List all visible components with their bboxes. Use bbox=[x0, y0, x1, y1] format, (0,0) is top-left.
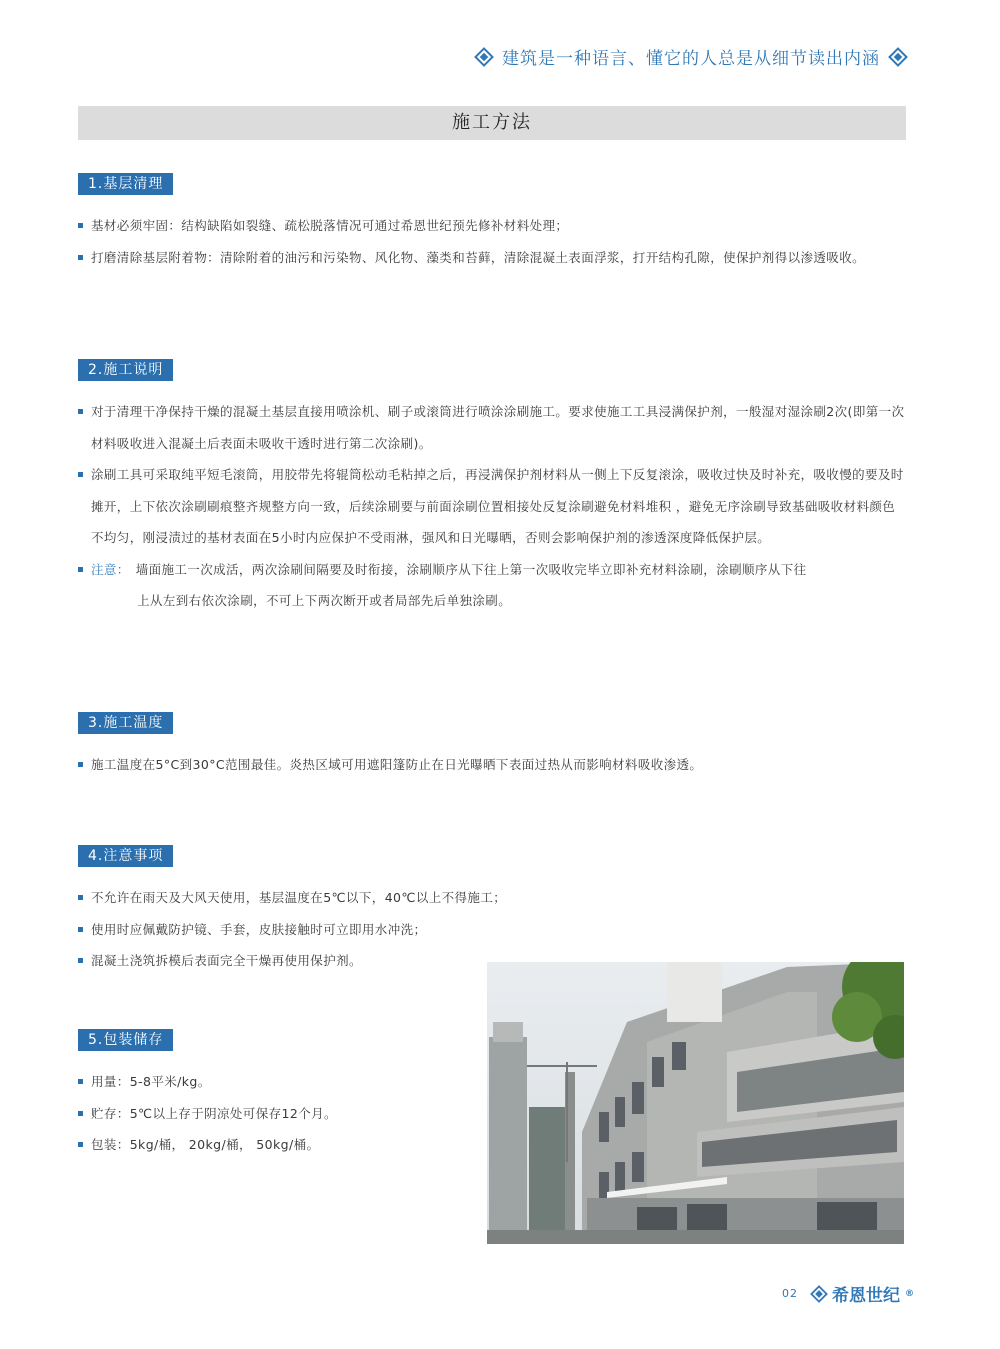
brand-mark-icon bbox=[810, 1285, 828, 1303]
section-base-cleaning bbox=[78, 173, 908, 273]
list-item: 涂刷工具可采取纯平短毛滚筒，用胶带先将辊筒松动毛粘掉之后，再浸满保护剂材料从一侧上下反复滚涂，吸收过快及时补充，吸收慢的要及时摊开，上下依次涂刷刷痕整齐规整方向一致，后续涂刷要与前面涂刷位置相接处反复涂刷避免材料堆积 ，避免无序涂刷导致基础吸收材料颜色不均匀，刚浸渍过的基材表面在5小时内应保护不受雨淋，强风和日光曝晒，否则会影响保护剂的渗透深度降低保护层。 bbox=[78, 459, 908, 554]
brand-logo bbox=[810, 1281, 914, 1306]
registered-mark: ® bbox=[905, 1288, 914, 1299]
building-photo bbox=[487, 962, 904, 1244]
bullet-list bbox=[78, 210, 908, 273]
list-item: 对于清理干净保持干燥的混凝土基层直接用喷涂机、刷子或滚筒进行喷涂涂刷施工。要求使施工工具浸满保护剂，一般湿对湿涂刷2次(即第一次材料吸收进入混凝土后表面未吸收干透时进行第二次涂刷)。 bbox=[78, 396, 908, 459]
brand-name: 希恩世纪 bbox=[832, 1286, 900, 1306]
list-item: 贮存：5℃以上存于阴凉处可保存12个月。 bbox=[78, 1098, 478, 1130]
bullet-list bbox=[78, 749, 908, 781]
section-temperature bbox=[78, 712, 908, 781]
list-item: 包装：5kg/桶， 20kg/桶， 50kg/桶。 bbox=[78, 1129, 478, 1161]
footer bbox=[782, 1281, 914, 1306]
section-heading: 3.施工温度 bbox=[78, 712, 173, 734]
list-item: 用量：5-8平米/kg。 bbox=[78, 1066, 478, 1098]
section-packaging bbox=[78, 1029, 478, 1161]
note-text-line1: 墙面施工一次成活，两次涂刷间隔要及时衔接，涂刷顺序从下往上第一次吸收完毕立即补充材料涂刷，涂刷顺序从下往 bbox=[135, 561, 807, 577]
diamond-ornament-icon bbox=[474, 47, 494, 67]
page-number: 02 bbox=[782, 1287, 798, 1300]
section-precautions bbox=[78, 845, 908, 977]
section-heading: 4.注意事项 bbox=[78, 845, 173, 867]
header-slogan bbox=[474, 44, 908, 69]
list-item: 使用时应佩戴防护镜、手套，皮肤接触时可立即用水冲洗； bbox=[78, 914, 908, 946]
note-label: 注意： bbox=[91, 561, 130, 577]
section-heading: 1.基层清理 bbox=[78, 173, 173, 195]
slogan-text: 建筑是一种语言、懂它的人总是从细节读出内涵 bbox=[502, 49, 880, 69]
section-heading: 5.包装储存 bbox=[78, 1029, 173, 1051]
section-construction-notes bbox=[78, 359, 908, 617]
page-title: 施工方法 bbox=[78, 106, 906, 140]
bullet-list bbox=[78, 1066, 478, 1161]
section-heading: 2.施工说明 bbox=[78, 359, 173, 381]
list-item-note bbox=[78, 554, 908, 617]
building-illustration bbox=[487, 962, 904, 1244]
list-item: 不允许在雨天及大风天使用，基层温度在5℃以下，40℃以上不得施工； bbox=[78, 882, 908, 914]
note-text-line2: 上从左到右依次涂刷，不可上下两次断开或者局部先后单独涂刷。 bbox=[137, 593, 512, 608]
list-item: 基材必须牢固：结构缺陷如裂缝、疏松脱落情况可通过希恩世纪预先修补材料处理； bbox=[78, 210, 908, 242]
bullet-list bbox=[78, 396, 908, 617]
diamond-ornament-icon bbox=[888, 47, 908, 67]
list-item: 混凝土浇筑拆模后表面完全干燥再使用保护剂。 bbox=[78, 945, 908, 977]
list-item: 打磨清除基层附着物：清除附着的油污和污染物、风化物、藻类和苔藓，清除混凝土表面浮浆，打开结构孔隙，使保护剂得以渗透吸收。 bbox=[78, 242, 908, 274]
list-item: 施工温度在5°C到30°C范围最佳。炎热区域可用遮阳篷防止在日光曝晒下表面过热从而影响材料吸收渗透。 bbox=[78, 749, 908, 781]
